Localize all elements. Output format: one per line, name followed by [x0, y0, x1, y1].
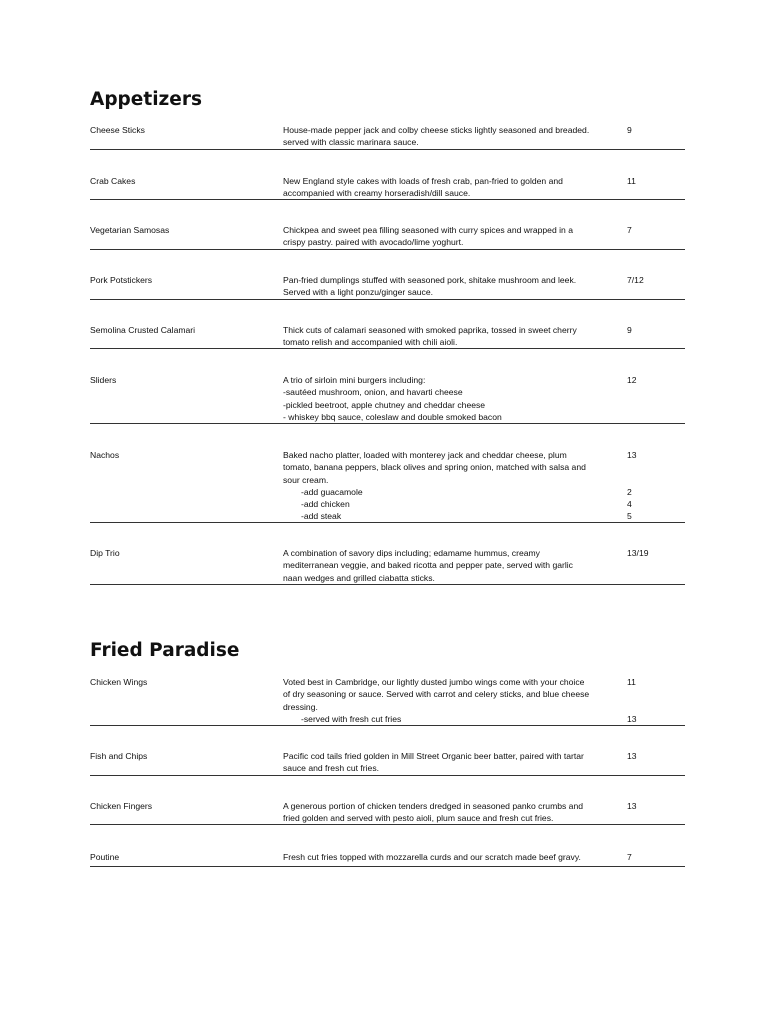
addon-price: 2 — [627, 486, 632, 497]
addon-label: -add guacamole — [301, 486, 363, 497]
menu-item-sliders — [90, 374, 685, 424]
item-name: Vegetarian Samosas — [90, 225, 170, 235]
section-title-fried-paradise: Fried Paradise — [90, 640, 240, 661]
menu-item-fish-and-chips — [90, 750, 685, 776]
item-price-column — [627, 449, 682, 523]
item-price: 11 — [627, 677, 636, 687]
item-price: 7 — [627, 852, 632, 862]
item-price-column — [627, 676, 682, 725]
item-description: A generous portion of chicken tenders dredged in seasoned panko crumbs and fried golden and served with pesto aioli, plum sauce and fresh cut fries. — [283, 801, 584, 824]
menu-item-poutine — [90, 851, 685, 867]
item-name: Crab Cakes — [90, 176, 136, 186]
addon-price: 4 — [627, 499, 632, 510]
menu-item-cheese-sticks — [90, 124, 685, 150]
item-price: 13/19 — [627, 548, 649, 558]
addon-label: -add steak — [301, 511, 342, 522]
item-description: New England style cakes with loads of fresh crab, pan-fried to golden and accompanied with creamy horseradish/dill sauce. — [283, 176, 563, 199]
menu-item-nachos — [90, 449, 685, 523]
addon-label: -add chicken — [301, 499, 350, 510]
item-price: 11 — [627, 176, 636, 186]
item-description: Thick cuts of calamari seasoned with smoked paprika, tossed in sweet cherry tomato relish and accompanied with chili aioli. — [283, 325, 577, 348]
item-description: House-made pepper jack and colby cheese sticks lightly seasoned and breaded. served with classic marinara sauce. — [283, 125, 590, 148]
item-name: Fish and Chips — [90, 751, 148, 761]
item-price: 13 — [627, 450, 637, 460]
menu-item-dip-trio — [90, 547, 685, 585]
item-name: Semolina Crusted Calamari — [90, 325, 196, 335]
item-description: Pan-fried dumplings stuffed with seasoned pork, shitake mushroom and leek. Served with a light ponzu/ginger sauce. — [283, 275, 577, 298]
item-name: Pork Potstickers — [90, 275, 153, 285]
item-price: 13 — [627, 801, 637, 811]
item-price: 9 — [627, 125, 632, 135]
item-name: Cheese Sticks — [90, 125, 145, 135]
menu-item-semolina-crusted-calamari — [90, 324, 685, 349]
addon-price: 5 — [627, 511, 632, 522]
item-price: 7 — [627, 225, 632, 235]
item-price: 13 — [627, 751, 637, 761]
item-description: A combination of savory dips including; edamame hummus, creamy mediterranean veggie, and baked ricotta and pepper pate, served with garlic naan wedges and grilled ciabatta sticks. — [283, 548, 573, 583]
item-description: Pacific cod tails fried golden in Mill Street Organic beer batter, paired with tartar sauce and fresh cut fries. — [283, 751, 584, 774]
menu-item-chicken-wings — [90, 676, 685, 726]
item-name: Poutine — [90, 852, 120, 862]
item-name: Dip Trio — [90, 548, 120, 558]
menu-item-chicken-fingers — [90, 800, 685, 825]
menu-item-crab-cakes — [90, 175, 685, 200]
item-price: 9 — [627, 325, 632, 335]
addon-price: 13 — [627, 713, 637, 724]
menu-item-pork-potstickers — [90, 274, 685, 300]
item-name: Chicken Fingers — [90, 801, 153, 811]
addon-label: -served with fresh cut fries — [301, 713, 402, 724]
item-description: A trio of sirloin mini burgers including: -sautéed mushroom, onion, and havarti cheese -pickled beetroot, apple chutney and cheddar cheese - whiskey bbq sauce, coleslaw and double smoked bacon — [283, 375, 502, 422]
item-name: Nachos — [90, 450, 120, 460]
item-name: Chicken Wings — [90, 677, 148, 687]
item-price: 7/12 — [627, 275, 644, 285]
item-price: 12 — [627, 375, 637, 385]
item-description: Voted best in Cambridge, our lightly dusted jumbo wings come with your choice of dry seasoning or sauce. Served with carrot and celery sticks, and blue cheese dressing. -served with fresh cut fries — [283, 676, 613, 725]
item-description: Fresh cut fries topped with mozzarella curds and our scratch made beef gravy. — [283, 852, 581, 862]
item-description: Chickpea and sweet pea filling seasoned with curry spices and wrapped in a crispy pastry. paired with avocado/lime yoghurt. — [283, 225, 573, 248]
menu-item-vegetarian-samosas — [90, 224, 685, 250]
item-description: Baked nacho platter, loaded with monterey jack and cheddar cheese, plum tomato, banana peppers, black olives and spring onion, matched with salsa and sour cream. -add guacamole -add chicken -add steak — [283, 449, 613, 523]
item-name: Sliders — [90, 375, 117, 385]
section-title-appetizers: Appetizers — [90, 89, 202, 110]
